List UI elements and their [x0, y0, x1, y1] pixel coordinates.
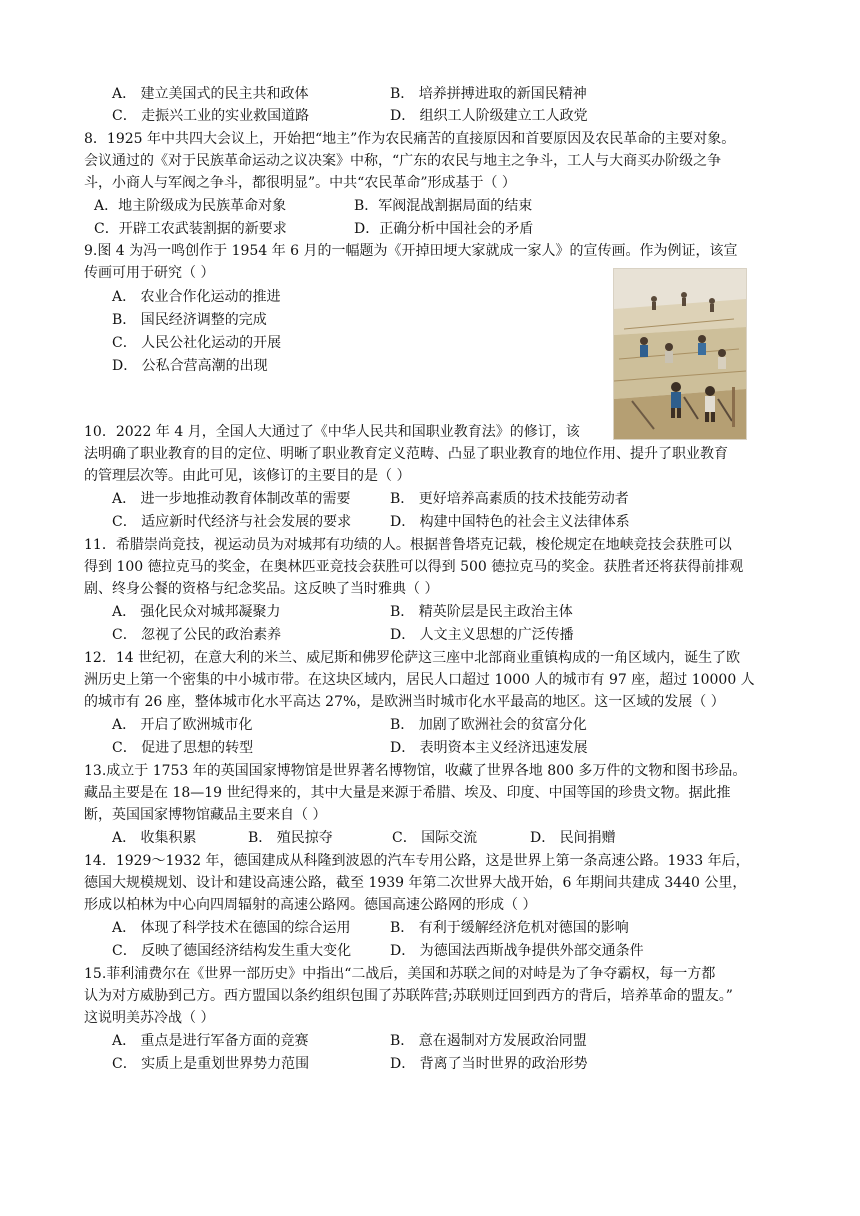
q11-option-c: C． 忽视了公民的政治素养 — [112, 627, 282, 643]
q7-option-a: A． 建立美国式的民主共和政体 — [112, 86, 309, 102]
q12-option-b: B． 加剧了欧洲社会的贫富分化 — [390, 717, 587, 733]
q15-option-a: A． 重点是进行军备方面的竞赛 — [112, 1033, 309, 1049]
q8-option-d: D．正确分析中国社会的矛盾 — [354, 221, 534, 237]
q13-option-d: D． 民间捐赠 — [530, 830, 616, 846]
q9-stem-line2: 传画可用于研究（ ） — [84, 265, 215, 281]
q12-stem-line2: 洲历史上第一个密集的中小城市带。在这块区域内，居民人口超过 1000 人的城市有 97 座，超过 10000 人 — [84, 672, 755, 688]
q8-option-b: B．军阀混战割据局面的结束 — [354, 198, 533, 214]
q13-stem-line2: 藏品主要是在 18—19 世纪得来的，其中大量是来源于希腊、埃及、印度、中国等国的珍贵文物。据此推 — [84, 785, 731, 801]
q15-option-d: D． 背离了当时世界的政治形势 — [390, 1056, 588, 1072]
q8-stem-line3: 斗，小商人与军阀之争斗，都很明显”。中共“农民革命”形成基于（ ） — [84, 175, 516, 191]
propaganda-painting-figure — [613, 268, 747, 440]
q10-option-b: B． 更好培养高素质的技术技能劳动者 — [390, 491, 629, 507]
q14-option-d: D． 为德国法西斯战争提供外部交通条件 — [390, 943, 644, 959]
q12-option-a: A． 开启了欧洲城市化 — [112, 717, 253, 733]
q14-stem-line3: 形成以柏林为中心向四周辐射的高速公路网。德国高速公路网的形成（ ） — [84, 897, 537, 913]
q15-stem-line2: 认为对方威胁到己方。西方盟国以条约组织包围了苏联阵营;苏联则迂回到西方的背后，培养革命的盟友。” — [84, 988, 733, 1004]
q10-option-a: A． 进一步地推动教育体制改革的需要 — [112, 491, 351, 507]
q15-stem-line1: 15.菲利浦费尔在《世界一部历史》中指出“二战后，美国和苏联之间的对峙是为了争夺霸权，每一方都 — [84, 966, 716, 982]
q15-stem-line3: 这说明美苏冷战（ ） — [84, 1010, 215, 1026]
q10-option-d: D． 构建中国特色的社会主义法律体系 — [390, 514, 630, 530]
q9-option-b: B． 国民经济调整的完成 — [112, 312, 267, 328]
q8-stem-line2: 会议通过的《对于民族革命运动之议决案》中称，“广东的农民与地主之争斗，工人与大商买办阶级之争 — [84, 153, 722, 169]
q11-option-a: A． 强化民众对城邦凝聚力 — [112, 604, 281, 620]
q7-option-c: C． 走振兴工业的实业救国道路 — [112, 108, 310, 124]
q13-stem-line3: 断，英国国家博物馆藏品主要来自（ ） — [84, 807, 327, 823]
q11-stem-line1: 11．希腊崇尚竞技，视运动员为对城邦有功绩的人。根据普鲁塔克记载，梭伦规定在地峡竞技会获胜可以 — [84, 537, 732, 553]
q11-stem-line2: 得到 100 德拉克马的奖金，在奥林匹亚竞技会获胜可以得到 500 德拉克马的奖金。获胜者还将获得前排观 — [84, 559, 744, 575]
q11-stem-line3: 剧、终身公餐的资格与纪念奖品。这反映了当时雅典（ ） — [84, 581, 439, 597]
q11-option-b: B． 精英阶层是民主政治主体 — [390, 604, 573, 620]
painting-illustration — [614, 269, 746, 439]
q12-stem-line3: 的城市有 26 座，整体城市化水平高达 27%，是欧洲当时城市化水平最高的地区。这一区域的发展（ ） — [84, 694, 725, 710]
q14-stem-line2: 德国大规模规划、设计和建设高速公路，截至 1939 年第二次世界大战开始，6 年期间共建成 3440 公里， — [84, 875, 747, 891]
q11-option-d: D． 人文主义思想的广泛传播 — [390, 627, 574, 643]
q9-option-d: D． 公私合营高潮的出现 — [112, 358, 268, 374]
q8-option-a: A．地主阶级成为民族革命对象 — [94, 198, 287, 214]
q13-option-c: C． 国际交流 — [392, 830, 478, 846]
q8-option-c: C．开辟工农武装割据的新要求 — [94, 221, 287, 237]
q14-option-c: C． 反映了德国经济结构发生重大变化 — [112, 943, 352, 959]
q8-stem-line1: 8．1925 年中共四大会议上，开始把“地主”作为农民痛苦的直接原因和首要原因及农民革命的主要对象。 — [84, 131, 736, 147]
q12-stem-line1: 12．14 世纪初，在意大利的米兰、威尼斯和佛罗伦萨这三座中北部商业重镇构成的一角区域内，诞生了欧 — [84, 650, 741, 666]
q9-stem-line1: 9.图 4 为冯一鸣创作于 1954 年 6 月的一幅题为《开掉田埂大家就成一家人》的宣传画。作为例证，该宣 — [84, 243, 738, 259]
q9-option-a: A． 农业合作化运动的推进 — [112, 289, 281, 305]
q13-option-a: A． 收集积累 — [112, 830, 197, 846]
q7-option-b: B． 培养拼搏进取的新国民精神 — [390, 86, 587, 102]
q10-option-c: C． 适应新时代经济与社会发展的要求 — [112, 514, 352, 530]
q13-option-b: B． 殖民掠夺 — [248, 830, 333, 846]
q12-option-d: D． 表明资本主义经济迅速发展 — [390, 740, 588, 756]
q15-option-b: B． 意在遏制对方发展政治同盟 — [390, 1033, 587, 1049]
q10-stem-line3: 的管理层次等。由此可见，该修订的主要目的是（ ） — [84, 468, 411, 484]
q10-stem-line2: 法明确了职业教育的目的定位、明晰了职业教育定义范畴、凸显了职业教育的地位作用、提升了职业教育 — [84, 446, 728, 462]
q15-option-c: C． 实质上是重划世界势力范围 — [112, 1056, 310, 1072]
q9-option-c: C． 人民公社化运动的开展 — [112, 335, 282, 351]
q12-option-c: C． 促进了思想的转型 — [112, 740, 254, 756]
q10-stem-line1: 10．2022 年 4 月，全国人大通过了《中华人民共和国职业教育法》的修订，该 — [84, 424, 580, 440]
q14-option-a: A． 体现了科学技术在德国的综合运用 — [112, 920, 351, 936]
q14-stem-line1: 14．1929～1932 年，德国建成从科隆到波恩的汽车专用公路，这是世界上第一条高速公路。1933 年后， — [84, 853, 750, 869]
q14-option-b: B． 有利于缓解经济危机对德国的影响 — [390, 920, 629, 936]
q7-option-d: D． 组织工人阶级建立工人政党 — [390, 108, 588, 124]
q13-stem-line1: 13.成立于 1753 年的英国国家博物馆是世界著名博物馆，收藏了世界各地 800 多万件的文物和图书珍品。 — [84, 763, 747, 779]
